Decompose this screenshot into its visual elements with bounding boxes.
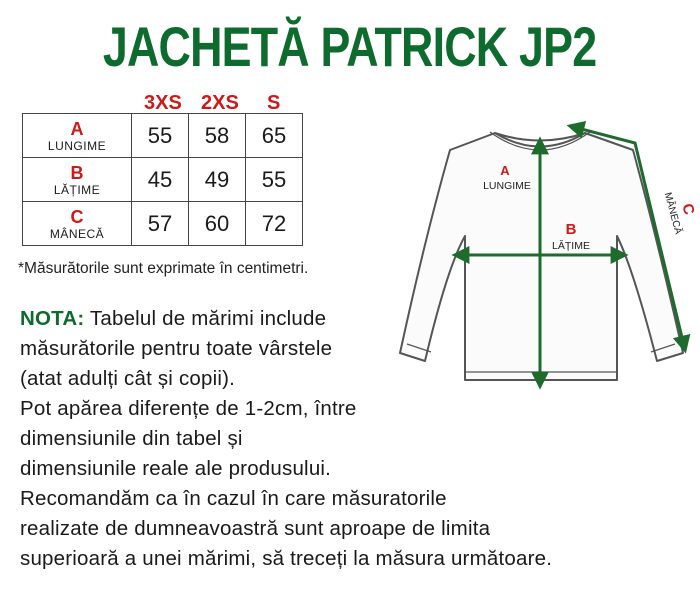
note-line: superioară a unei mărimi, să treceți la măsura următoare. bbox=[20, 547, 553, 570]
row-label: MÂNECĂ bbox=[49, 226, 105, 241]
table-cell: 49 bbox=[189, 158, 246, 202]
size-header-2xs: 2XS bbox=[201, 92, 239, 114]
diagram-label-c: MÂNECĂ bbox=[661, 191, 684, 236]
row-label: LUNGIME bbox=[47, 138, 107, 153]
page-title: JACHETĂ PATRICK JP2 bbox=[102, 15, 597, 78]
note-first-line: Tabelul de mărimi include bbox=[84, 307, 327, 330]
size-header-3xs: 3XS bbox=[144, 92, 182, 114]
size-header-s: S bbox=[267, 92, 281, 114]
row-letter: C bbox=[70, 206, 84, 227]
table-row bbox=[23, 202, 303, 246]
note-line: (atat adulți cât și copii). bbox=[20, 367, 236, 390]
note-line: dimensiunile reale ale produsului. bbox=[20, 457, 332, 480]
diagram-letter-b: B bbox=[565, 221, 577, 238]
table-cell: 65 bbox=[246, 114, 303, 158]
row-header bbox=[23, 114, 132, 158]
row-header bbox=[23, 158, 132, 202]
row-letter: B bbox=[70, 162, 84, 183]
table-row bbox=[23, 158, 303, 202]
note-line: măsurătorile pentru toate vârstele bbox=[20, 337, 333, 360]
row-header bbox=[23, 202, 132, 246]
table-cell: 57 bbox=[132, 202, 189, 246]
diagram-sleeve-label bbox=[662, 186, 700, 235]
note-line: dimensiunile din tabel și bbox=[20, 427, 243, 450]
diagram-label-b: LĂȚIME bbox=[552, 240, 590, 252]
table-cell: 58 bbox=[189, 114, 246, 158]
row-letter: A bbox=[70, 118, 84, 139]
table-cell: 72 bbox=[246, 202, 303, 246]
table-cell: 55 bbox=[246, 158, 303, 202]
table-row bbox=[23, 114, 303, 158]
diagram-letter-a: A bbox=[500, 163, 510, 178]
table-cell: 55 bbox=[132, 114, 189, 158]
table-cell: 60 bbox=[189, 202, 246, 246]
note-line: realizate de dumneavoastră sunt aproape de limita bbox=[20, 517, 491, 540]
row-label: LĂȚIME bbox=[53, 182, 101, 197]
note-line: Pot apărea diferențe de 1-2cm, între bbox=[20, 397, 357, 420]
measurement-footnote: *Măsurătorile sunt exprimate în centimetri. bbox=[18, 260, 309, 277]
diagram-letter-c: C bbox=[678, 201, 698, 217]
note-line: Recomandăm ca în cazul în care măsuratorile bbox=[20, 487, 447, 510]
size-table bbox=[22, 113, 303, 246]
note-label: NOTA: bbox=[20, 307, 85, 330]
jacket-diagram bbox=[395, 118, 698, 398]
table-cell: 45 bbox=[132, 158, 189, 202]
diagram-label-a: LUNGIME bbox=[483, 180, 531, 192]
